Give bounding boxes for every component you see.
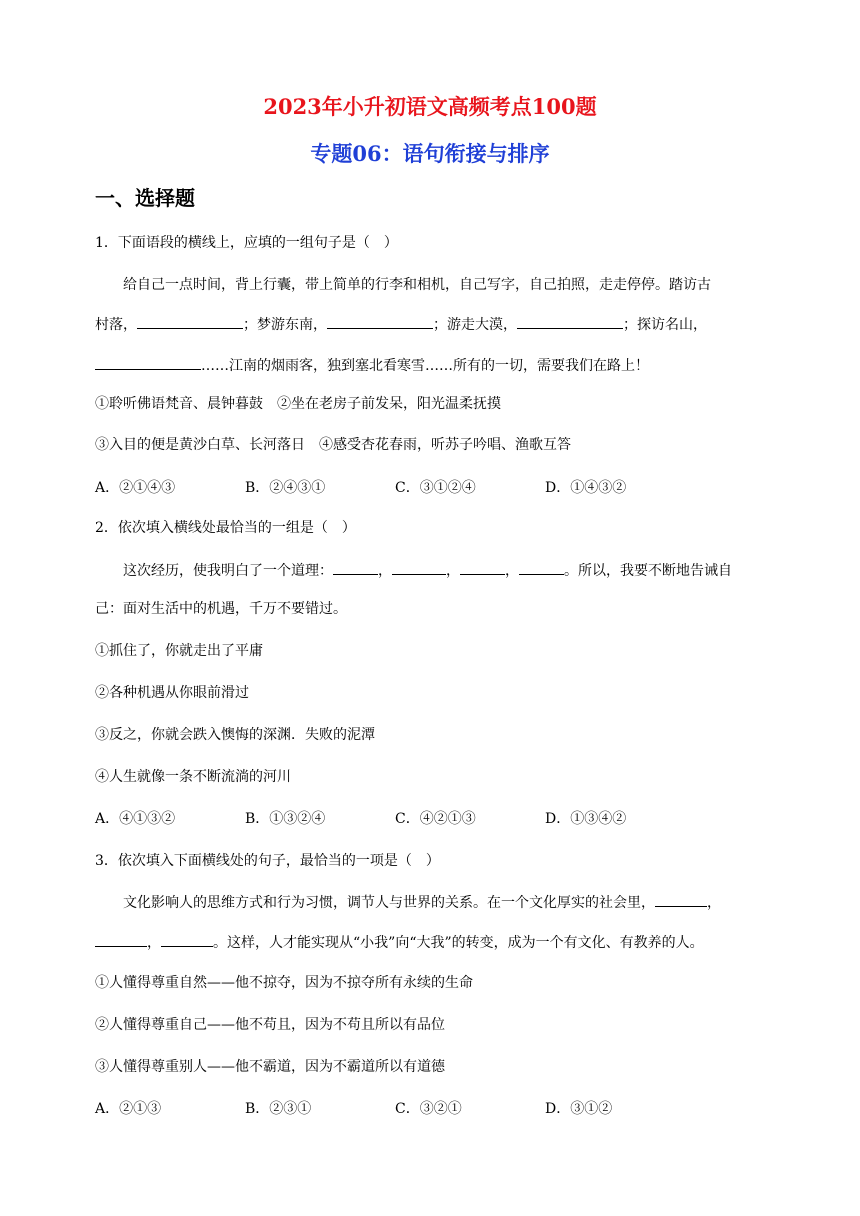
- question-3-option-a[interactable]: A．②①③: [95, 1101, 162, 1117]
- question-3-item-2: ②人懂得尊重自己——他不苟且，因为不苟且所以有品位: [95, 1017, 445, 1033]
- question-2-option-b[interactable]: B．①③②④: [245, 811, 326, 827]
- passage-text: ，: [707, 895, 721, 911]
- question-3-option-c[interactable]: C．③②①: [395, 1101, 462, 1117]
- question-1-passage-line-2: [95, 314, 707, 334]
- passage-text: 这次经历，使我明白了一个道理：: [123, 563, 333, 579]
- fill-blank: [95, 932, 147, 947]
- question-3-item-1: ①人懂得尊重自然——他不掠夺，因为不掠夺所有永续的生命: [95, 975, 473, 991]
- passage-text: ，: [446, 563, 460, 579]
- question-2-passage-line-2: 己：面对生活中的机遇，千万不要错过。: [95, 601, 347, 617]
- fill-blank: [137, 314, 243, 329]
- question-1-stem: 1．下面语段的横线上，应填的一组句子是（ ）: [95, 235, 398, 251]
- question-2-option-a[interactable]: A．④①③②: [95, 811, 176, 827]
- passage-text: 文化影响人的思维方式和行为习惯，调节人与世界的关系。在一个文化厚实的社会里，: [123, 895, 655, 911]
- fill-blank: [392, 560, 446, 575]
- passage-text: ，: [147, 935, 161, 951]
- passage-text: ，: [378, 563, 392, 579]
- question-2-option-d[interactable]: D．①③④②: [545, 811, 627, 827]
- passage-text: ，: [505, 563, 519, 579]
- passage-text: 村落，: [95, 317, 137, 333]
- fill-blank: [655, 892, 707, 907]
- fill-blank: [327, 314, 433, 329]
- question-1-option-a[interactable]: A．②①④③: [95, 480, 176, 496]
- document-title: 2023年小升初语文高频考点100题: [263, 94, 597, 119]
- question-1-option-d[interactable]: D．①④③②: [545, 480, 627, 496]
- question-3-stem: 3．依次填入下面横线处的句子，最恰当的一项是（ ）: [95, 853, 440, 869]
- question-2-item-2: ②各种机遇从你眼前滑过: [95, 685, 249, 701]
- question-1-item-row-1: ①聆听佛语梵音、晨钟暮鼓 ②坐在老房子前发呆，阳光温柔抚摸: [95, 396, 501, 412]
- question-2-item-4: ④人生就像一条不断流淌的河川: [95, 769, 291, 785]
- passage-text: ；梦游东南，: [243, 317, 327, 333]
- document-subtitle: 专题06：语句衔接与排序: [310, 141, 550, 166]
- question-2-item-1: ①抓住了，你就走出了平庸: [95, 643, 263, 659]
- question-2-stem: 2．依次填入横线处最恰当的一组是（ ）: [95, 520, 356, 536]
- passage-text: ；探访名山，: [623, 317, 707, 333]
- passage-text: ……江南的烟雨客，独到塞北看寒雪……所有的一切，需要我们在路上！: [201, 358, 649, 374]
- question-1-option-c[interactable]: C．③①②④: [395, 480, 476, 496]
- passage-text: ；游走大漠，: [433, 317, 517, 333]
- passage-text: 。所以，我要不断地告诫自: [564, 563, 732, 579]
- fill-blank: [460, 560, 505, 575]
- section-heading: 一、选择题: [95, 186, 195, 210]
- question-2-passage-line-1: [123, 560, 732, 580]
- question-2-option-c[interactable]: C．④②①③: [395, 811, 476, 827]
- fill-blank: [519, 560, 564, 575]
- question-1-passage-line-3: [95, 355, 649, 375]
- question-1-item-row-2: ③入目的便是黄沙白草、长河落日 ④感受杏花春雨，听苏子吟唱、渔歌互答: [95, 437, 571, 453]
- question-1-passage-line-1: 给自己一点时间，背上行囊，带上简单的行李和相机，自己写字，自己拍照，走走停停。踏访古: [123, 277, 711, 293]
- question-3-passage-line-2: [95, 932, 704, 952]
- question-1-option-b[interactable]: B．②④③①: [245, 480, 326, 496]
- fill-blank: [333, 560, 378, 575]
- question-2-item-3: ③反之，你就会跌入懊悔的深渊．失败的泥潭: [95, 727, 375, 743]
- passage-text: 。这样，人才能实现从“小我”向“大我”的转变，成为一个有文化、有教养的人。: [213, 935, 704, 951]
- question-3-item-3: ③人懂得尊重别人——他不霸道，因为不霸道所以有道德: [95, 1059, 445, 1075]
- fill-blank: [161, 932, 213, 947]
- question-3-passage-line-1: [123, 892, 721, 912]
- fill-blank: [95, 355, 201, 370]
- question-3-option-d[interactable]: D．③①②: [545, 1101, 613, 1117]
- fill-blank: [517, 314, 623, 329]
- question-3-option-b[interactable]: B．②③①: [245, 1101, 312, 1117]
